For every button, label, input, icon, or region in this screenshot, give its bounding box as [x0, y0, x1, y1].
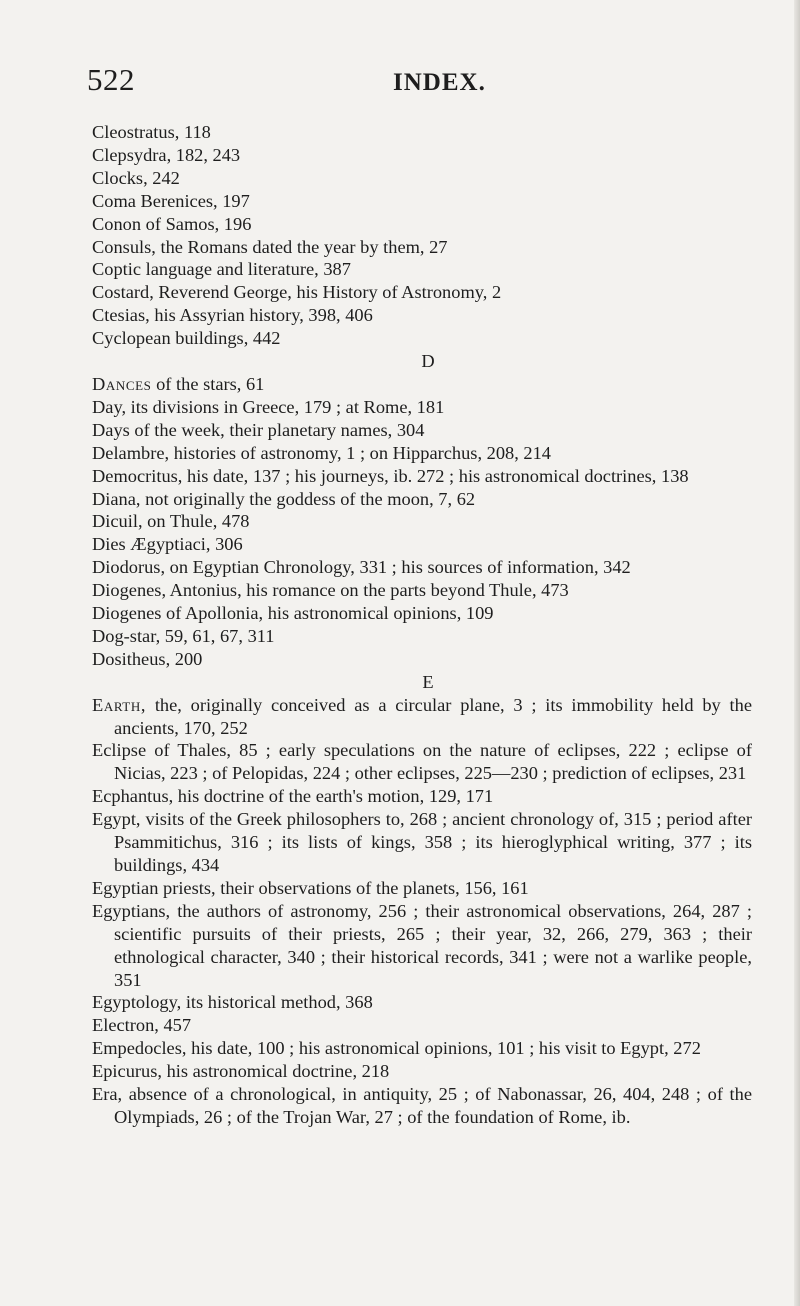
entry-head: Dances	[92, 373, 152, 394]
index-entry	[92, 533, 752, 556]
entry-text: Delambre, histories of astronomy, 1 ; on Hipparchus, 208, 214	[92, 442, 552, 463]
index-entry	[92, 808, 752, 877]
entry-text: Costard, Reverend George, his History of Astronomy, 2	[92, 282, 502, 303]
entry-text: Dies Ægyptiaci, 306	[92, 534, 243, 555]
entry-text: Eclipse of Thales, 85 ; early speculations on the nature of eclipses, 222 ; eclipse of Nicias, 223 ; of Pelopidas, 224 ; other eclipses, 225—230 ; prediction of eclipses, 231	[92, 740, 752, 784]
entry-text: Empedocles, his date, 100 ; his astronomical opinions, 101 ; his visit to Egypt, 272	[92, 1038, 701, 1059]
entry-text: Conon of Samos, 196	[92, 213, 252, 234]
entry-text: Day, its divisions in Greece, 179 ; at Rome, 181	[92, 396, 445, 417]
entry-text: Electron, 457	[92, 1015, 192, 1036]
section-letter-e: E	[422, 671, 434, 692]
entry-text: of the stars, 61	[151, 373, 265, 394]
entry-text: Diodorus, on Egyptian Chronology, 331 ; his sources of information, 342	[92, 557, 631, 578]
section-letter-d: D	[421, 351, 435, 372]
entry-text: Cleostratus, 118	[92, 122, 211, 142]
index-entry	[92, 373, 752, 396]
index-entry	[92, 121, 752, 144]
entry-text: Clepsydra, 182, 243	[92, 144, 241, 165]
entry-text: Days of the week, their planetary names, 304	[92, 419, 425, 440]
entry-text: Ecphantus, his doctrine of the earth's motion, 129, 171	[92, 786, 494, 807]
index-entry	[92, 144, 752, 167]
entry-text: Ctesias, his Assyrian history, 398, 406	[92, 305, 373, 326]
entry-text: Diana, not originally the goddess of the moon, 7, 62	[92, 488, 476, 509]
index-entry	[92, 465, 752, 488]
index-entry	[92, 648, 752, 671]
index-entry	[92, 419, 752, 442]
entry-text: Egyptians, the authors of astronomy, 256 ; their astronomical observations, 264, 287 ; scientific pursuits of their priests, 265 ; their year, 32, 266, 279, 363 ; their ethnological character, 340 ; their historical records, 341 ; were not a warlike people, 351	[92, 900, 752, 990]
index-entry	[92, 877, 752, 900]
index-entry	[92, 579, 752, 602]
index-entry	[92, 785, 752, 808]
index-entry	[92, 236, 752, 259]
index-entry	[92, 694, 752, 740]
page-edge	[794, 0, 800, 1306]
entry-head: Earth,	[92, 694, 147, 715]
index-entry	[92, 190, 752, 213]
entry-text: Egyptology, its historical method, 368	[92, 992, 373, 1013]
entry-text: Egyptian priests, their observations of the planets, 156, 161	[92, 877, 529, 898]
entry-text: the, originally conceived as a circular plane, 3 ; its immobility held by the ancients, 170, 252	[114, 694, 752, 738]
index-entry	[92, 991, 752, 1014]
page-number: 522	[87, 62, 135, 97]
index-entry	[92, 213, 752, 236]
entry-text: Egypt, visits of the Greek philosophers to, 268 ; ancient chronology of, 315 ; period after Psammitichus, 316 ; its lists of kings, 358 ; its hieroglyphical writing, 377 ; its buildings, 434	[92, 809, 752, 875]
index-entry	[92, 488, 752, 511]
index-entry	[92, 556, 752, 579]
entry-text: Coma Berenices, 197	[92, 190, 250, 211]
index-entry	[92, 281, 752, 304]
index-entry	[92, 510, 752, 533]
index-entry	[92, 1014, 752, 1037]
index-entry	[92, 304, 752, 327]
index-entry	[92, 327, 752, 350]
index-entry	[92, 1037, 752, 1060]
entry-text: Consuls, the Romans dated the year by them, 27	[92, 236, 448, 257]
entry-text: Dog-star, 59, 61, 67, 311	[92, 625, 275, 646]
entry-text: Epicurus, his astronomical doctrine, 218	[92, 1061, 390, 1082]
entry-text: Era, absence of a chronological, in antiquity, 25 ; of Nabonassar, 26, 404, 248 ; of the Olympiads, 26 ; of the Trojan War, 27 ; of the foundation of Rome, ib.	[92, 1084, 752, 1127]
index-entry	[92, 900, 752, 992]
entry-text: Dicuil, on Thule, 478	[92, 511, 250, 532]
entry-text: Democritus, his date, 137 ; his journeys, ib. 272 ; his astronomical doctrines, 138	[92, 465, 689, 486]
entry-text: Cyclopean buildings, 442	[92, 328, 281, 349]
entry-text: Diogenes, Antonius, his romance on the parts beyond Thule, 473	[92, 580, 569, 601]
index-entry	[92, 625, 752, 648]
index-entry	[92, 1083, 752, 1129]
index-entry	[92, 442, 752, 465]
entry-text: Diogenes of Apollonia, his astronomical opinions, 109	[92, 603, 494, 624]
index-entry	[92, 396, 752, 419]
running-head: INDEX.	[393, 69, 486, 96]
entry-text: Coptic language and literature, 387	[92, 259, 351, 280]
index-entry	[92, 739, 752, 785]
index-entries	[92, 121, 752, 1129]
index-entry	[92, 1060, 752, 1083]
index-entry	[92, 602, 752, 625]
index-entry	[92, 167, 752, 190]
entry-text: Clocks, 242	[92, 167, 180, 188]
index-entry	[92, 258, 752, 281]
entry-text: Dositheus, 200	[92, 648, 203, 669]
